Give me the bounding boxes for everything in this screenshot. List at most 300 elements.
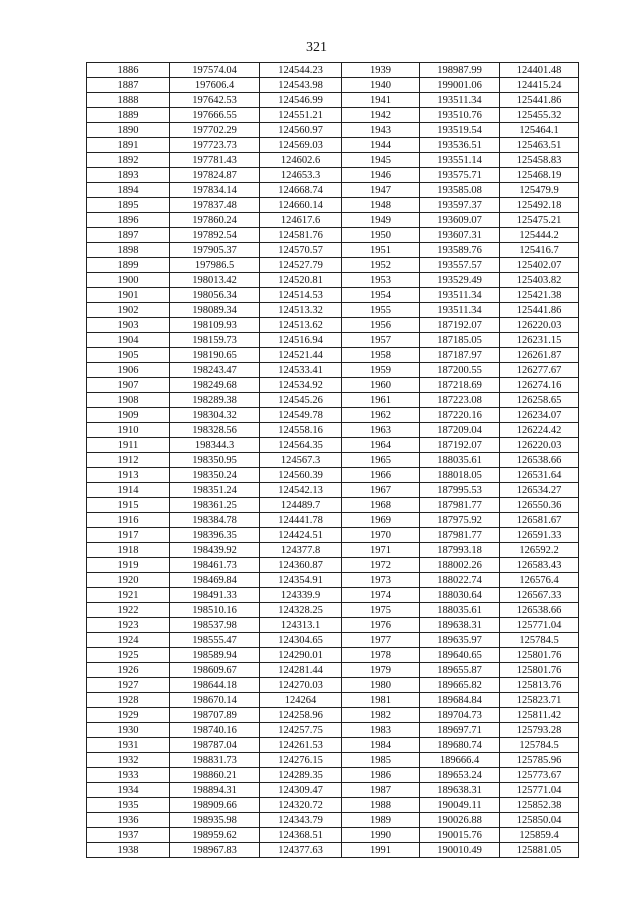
y-coordinate-right-cell: 125823.71 (500, 693, 579, 708)
table-row (87, 738, 579, 753)
y-coordinate-left-cell: 124653.3 (260, 168, 342, 183)
x-coordinate-left-cell: 197860.24 (170, 213, 260, 228)
x-coordinate-left-cell: 198384.78 (170, 513, 260, 528)
y-coordinate-right-cell: 125464.1 (500, 123, 579, 138)
x-coordinate-right-cell: 190010.49 (420, 843, 500, 858)
y-coordinate-right-cell: 125852.38 (500, 798, 579, 813)
y-coordinate-left-cell: 124567.3 (260, 453, 342, 468)
x-coordinate-right-cell: 189653.24 (420, 768, 500, 783)
point-number-right-cell: 1955 (342, 303, 420, 318)
y-coordinate-right-cell: 125785.96 (500, 753, 579, 768)
point-number-right-cell: 1969 (342, 513, 420, 528)
x-coordinate-right-cell: 189638.31 (420, 618, 500, 633)
point-number-right-cell: 1971 (342, 543, 420, 558)
y-coordinate-right-cell: 126534.27 (500, 483, 579, 498)
point-number-left-cell: 1890 (87, 123, 170, 138)
point-number-right-cell: 1965 (342, 453, 420, 468)
y-coordinate-left-cell: 124560.39 (260, 468, 342, 483)
x-coordinate-left-cell: 198056.34 (170, 288, 260, 303)
y-coordinate-left-cell: 124581.76 (260, 228, 342, 243)
y-coordinate-left-cell: 124569.03 (260, 138, 342, 153)
y-coordinate-right-cell: 125881.05 (500, 843, 579, 858)
y-coordinate-left-cell: 124258.96 (260, 708, 342, 723)
point-number-left-cell: 1896 (87, 213, 170, 228)
y-coordinate-right-cell: 125492.18 (500, 198, 579, 213)
point-number-right-cell: 1956 (342, 318, 420, 333)
x-coordinate-right-cell: 188035.61 (420, 603, 500, 618)
y-coordinate-left-cell: 124257.75 (260, 723, 342, 738)
y-coordinate-left-cell: 124270.03 (260, 678, 342, 693)
y-coordinate-left-cell: 124489.7 (260, 498, 342, 513)
y-coordinate-right-cell: 126220.03 (500, 318, 579, 333)
x-coordinate-right-cell: 187220.16 (420, 408, 500, 423)
table-row (87, 423, 579, 438)
point-number-right-cell: 1948 (342, 198, 420, 213)
y-coordinate-right-cell: 125479.9 (500, 183, 579, 198)
y-coordinate-right-cell: 125441.86 (500, 303, 579, 318)
table-row (87, 498, 579, 513)
x-coordinate-right-cell: 189635.97 (420, 633, 500, 648)
x-coordinate-right-cell: 189638.31 (420, 783, 500, 798)
point-number-right-cell: 1947 (342, 183, 420, 198)
table-row (87, 573, 579, 588)
x-coordinate-right-cell: 187981.77 (420, 528, 500, 543)
y-coordinate-left-cell: 124320.72 (260, 798, 342, 813)
point-number-right-cell: 1946 (342, 168, 420, 183)
x-coordinate-right-cell: 193585.08 (420, 183, 500, 198)
x-coordinate-left-cell: 198350.24 (170, 468, 260, 483)
x-coordinate-left-cell: 198344.3 (170, 438, 260, 453)
point-number-right-cell: 1968 (342, 498, 420, 513)
y-coordinate-right-cell: 125403.82 (500, 273, 579, 288)
x-coordinate-left-cell: 197642.53 (170, 93, 260, 108)
x-coordinate-left-cell: 197723.73 (170, 138, 260, 153)
y-coordinate-left-cell: 124564.35 (260, 438, 342, 453)
table-row (87, 693, 579, 708)
x-coordinate-right-cell: 187995.53 (420, 483, 500, 498)
point-number-left-cell: 1901 (87, 288, 170, 303)
x-coordinate-right-cell: 193575.71 (420, 168, 500, 183)
table-row (87, 678, 579, 693)
y-coordinate-left-cell: 124281.44 (260, 663, 342, 678)
point-number-left-cell: 1894 (87, 183, 170, 198)
y-coordinate-right-cell: 125458.83 (500, 153, 579, 168)
point-number-right-cell: 1981 (342, 693, 420, 708)
table-row (87, 408, 579, 423)
table-row (87, 123, 579, 138)
table-row (87, 633, 579, 648)
y-coordinate-right-cell: 125421.38 (500, 288, 579, 303)
point-number-right-cell: 1970 (342, 528, 420, 543)
y-coordinate-right-cell: 126234.07 (500, 408, 579, 423)
point-number-right-cell: 1952 (342, 258, 420, 273)
x-coordinate-right-cell: 199001.06 (420, 78, 500, 93)
table-row (87, 213, 579, 228)
table-row (87, 258, 579, 273)
table-row (87, 768, 579, 783)
y-coordinate-left-cell: 124424.51 (260, 528, 342, 543)
y-coordinate-right-cell: 126576.4 (500, 573, 579, 588)
table-row (87, 393, 579, 408)
x-coordinate-left-cell: 198350.95 (170, 453, 260, 468)
y-coordinate-left-cell: 124343.79 (260, 813, 342, 828)
point-number-right-cell: 1972 (342, 558, 420, 573)
x-coordinate-left-cell: 198396.35 (170, 528, 260, 543)
x-coordinate-right-cell: 187223.08 (420, 393, 500, 408)
y-coordinate-left-cell: 124264 (260, 693, 342, 708)
table-row (87, 708, 579, 723)
table-row (87, 618, 579, 633)
point-number-left-cell: 1906 (87, 363, 170, 378)
point-number-left-cell: 1923 (87, 618, 170, 633)
point-number-left-cell: 1920 (87, 573, 170, 588)
x-coordinate-left-cell: 198491.33 (170, 588, 260, 603)
y-coordinate-left-cell: 124558.16 (260, 423, 342, 438)
point-number-left-cell: 1935 (87, 798, 170, 813)
point-number-left-cell: 1926 (87, 663, 170, 678)
x-coordinate-left-cell: 198644.18 (170, 678, 260, 693)
y-coordinate-left-cell: 124360.87 (260, 558, 342, 573)
y-coordinate-left-cell: 124520.81 (260, 273, 342, 288)
x-coordinate-left-cell: 198967.83 (170, 843, 260, 858)
table-row (87, 78, 579, 93)
y-coordinate-right-cell: 125771.04 (500, 618, 579, 633)
point-number-right-cell: 1985 (342, 753, 420, 768)
y-coordinate-right-cell: 125801.76 (500, 648, 579, 663)
y-coordinate-right-cell: 125850.04 (500, 813, 579, 828)
x-coordinate-left-cell: 198787.04 (170, 738, 260, 753)
point-number-left-cell: 1928 (87, 693, 170, 708)
y-coordinate-right-cell: 125444.2 (500, 228, 579, 243)
x-coordinate-right-cell: 193589.76 (420, 243, 500, 258)
point-number-right-cell: 1940 (342, 78, 420, 93)
point-number-right-cell: 1939 (342, 63, 420, 78)
point-number-left-cell: 1914 (87, 483, 170, 498)
point-number-left-cell: 1904 (87, 333, 170, 348)
x-coordinate-right-cell: 193511.34 (420, 93, 500, 108)
point-number-left-cell: 1907 (87, 378, 170, 393)
point-number-left-cell: 1891 (87, 138, 170, 153)
point-number-left-cell: 1922 (87, 603, 170, 618)
y-coordinate-left-cell: 124304.65 (260, 633, 342, 648)
x-coordinate-left-cell: 198243.47 (170, 363, 260, 378)
y-coordinate-right-cell: 125811.42 (500, 708, 579, 723)
x-coordinate-left-cell: 198249.68 (170, 378, 260, 393)
x-coordinate-left-cell: 198959.62 (170, 828, 260, 843)
x-coordinate-right-cell: 189666.4 (420, 753, 500, 768)
y-coordinate-left-cell: 124543.98 (260, 78, 342, 93)
point-number-right-cell: 1988 (342, 798, 420, 813)
point-number-left-cell: 1887 (87, 78, 170, 93)
point-number-left-cell: 1929 (87, 708, 170, 723)
point-number-right-cell: 1982 (342, 708, 420, 723)
table-row (87, 363, 579, 378)
point-number-right-cell: 1950 (342, 228, 420, 243)
y-coordinate-right-cell: 126231.15 (500, 333, 579, 348)
y-coordinate-right-cell: 126567.33 (500, 588, 579, 603)
x-coordinate-right-cell: 193557.57 (420, 258, 500, 273)
point-number-left-cell: 1912 (87, 453, 170, 468)
table-row (87, 108, 579, 123)
x-coordinate-left-cell: 198537.98 (170, 618, 260, 633)
x-coordinate-left-cell: 198831.73 (170, 753, 260, 768)
x-coordinate-left-cell: 198589.94 (170, 648, 260, 663)
x-coordinate-left-cell: 197837.48 (170, 198, 260, 213)
point-number-right-cell: 1963 (342, 423, 420, 438)
x-coordinate-left-cell: 197702.29 (170, 123, 260, 138)
y-coordinate-right-cell: 124401.48 (500, 63, 579, 78)
x-coordinate-right-cell: 193536.51 (420, 138, 500, 153)
point-number-right-cell: 1962 (342, 408, 420, 423)
y-coordinate-left-cell: 124313.1 (260, 618, 342, 633)
x-coordinate-right-cell: 189697.71 (420, 723, 500, 738)
y-coordinate-left-cell: 124570.57 (260, 243, 342, 258)
x-coordinate-right-cell: 193609.07 (420, 213, 500, 228)
x-coordinate-right-cell: 188002.26 (420, 558, 500, 573)
point-number-right-cell: 1987 (342, 783, 420, 798)
y-coordinate-left-cell: 124521.44 (260, 348, 342, 363)
x-coordinate-left-cell: 198013.42 (170, 273, 260, 288)
point-number-left-cell: 1908 (87, 393, 170, 408)
point-number-left-cell: 1898 (87, 243, 170, 258)
x-coordinate-left-cell: 197892.54 (170, 228, 260, 243)
y-coordinate-right-cell: 125773.67 (500, 768, 579, 783)
point-number-left-cell: 1902 (87, 303, 170, 318)
point-number-right-cell: 1979 (342, 663, 420, 678)
y-coordinate-right-cell: 126581.67 (500, 513, 579, 528)
y-coordinate-left-cell: 124513.62 (260, 318, 342, 333)
point-number-left-cell: 1936 (87, 813, 170, 828)
table-row (87, 318, 579, 333)
point-number-left-cell: 1889 (87, 108, 170, 123)
y-coordinate-right-cell: 126531.64 (500, 468, 579, 483)
x-coordinate-right-cell: 187185.05 (420, 333, 500, 348)
point-number-left-cell: 1900 (87, 273, 170, 288)
point-number-left-cell: 1937 (87, 828, 170, 843)
point-number-left-cell: 1930 (87, 723, 170, 738)
point-number-right-cell: 1991 (342, 843, 420, 858)
y-coordinate-right-cell: 126258.65 (500, 393, 579, 408)
x-coordinate-left-cell: 198461.73 (170, 558, 260, 573)
x-coordinate-left-cell: 198609.67 (170, 663, 260, 678)
point-number-left-cell: 1909 (87, 408, 170, 423)
x-coordinate-right-cell: 188035.61 (420, 453, 500, 468)
y-coordinate-left-cell: 124545.26 (260, 393, 342, 408)
x-coordinate-left-cell: 197824.87 (170, 168, 260, 183)
point-number-left-cell: 1903 (87, 318, 170, 333)
x-coordinate-right-cell: 193597.37 (420, 198, 500, 213)
y-coordinate-right-cell: 125475.21 (500, 213, 579, 228)
x-coordinate-right-cell: 189704.73 (420, 708, 500, 723)
x-coordinate-right-cell: 189655.87 (420, 663, 500, 678)
point-number-left-cell: 1892 (87, 153, 170, 168)
point-number-left-cell: 1916 (87, 513, 170, 528)
point-number-right-cell: 1976 (342, 618, 420, 633)
table-row (87, 798, 579, 813)
point-number-right-cell: 1973 (342, 573, 420, 588)
y-coordinate-left-cell: 124377.63 (260, 843, 342, 858)
x-coordinate-left-cell: 197606.4 (170, 78, 260, 93)
table-row (87, 153, 579, 168)
x-coordinate-left-cell: 198304.32 (170, 408, 260, 423)
point-number-right-cell: 1949 (342, 213, 420, 228)
y-coordinate-left-cell: 124368.51 (260, 828, 342, 843)
y-coordinate-right-cell: 125455.32 (500, 108, 579, 123)
point-number-right-cell: 1959 (342, 363, 420, 378)
y-coordinate-left-cell: 124514.53 (260, 288, 342, 303)
point-number-right-cell: 1974 (342, 588, 420, 603)
x-coordinate-left-cell: 198935.98 (170, 813, 260, 828)
table-body (87, 63, 579, 858)
y-coordinate-left-cell: 124527.79 (260, 258, 342, 273)
y-coordinate-right-cell: 126261.87 (500, 348, 579, 363)
point-number-right-cell: 1983 (342, 723, 420, 738)
y-coordinate-right-cell: 125468.19 (500, 168, 579, 183)
x-coordinate-right-cell: 189680.74 (420, 738, 500, 753)
point-number-left-cell: 1911 (87, 438, 170, 453)
x-coordinate-right-cell: 188022.74 (420, 573, 500, 588)
point-number-left-cell: 1919 (87, 558, 170, 573)
table-row (87, 663, 579, 678)
point-number-left-cell: 1913 (87, 468, 170, 483)
table-row (87, 348, 579, 363)
point-number-left-cell: 1895 (87, 198, 170, 213)
x-coordinate-left-cell: 198109.93 (170, 318, 260, 333)
x-coordinate-right-cell: 189684.84 (420, 693, 500, 708)
x-coordinate-right-cell: 187975.92 (420, 513, 500, 528)
x-coordinate-right-cell: 187209.04 (420, 423, 500, 438)
x-coordinate-right-cell: 193519.54 (420, 123, 500, 138)
x-coordinate-left-cell: 198740.16 (170, 723, 260, 738)
table-row (87, 468, 579, 483)
y-coordinate-left-cell: 124377.8 (260, 543, 342, 558)
x-coordinate-right-cell: 187192.07 (420, 438, 500, 453)
y-coordinate-right-cell: 125402.07 (500, 258, 579, 273)
point-number-right-cell: 1966 (342, 468, 420, 483)
point-number-left-cell: 1905 (87, 348, 170, 363)
x-coordinate-left-cell: 197781.43 (170, 153, 260, 168)
x-coordinate-right-cell: 187993.18 (420, 543, 500, 558)
table-row (87, 513, 579, 528)
y-coordinate-left-cell: 124544.23 (260, 63, 342, 78)
coordinates-table (86, 62, 579, 858)
point-number-right-cell: 1977 (342, 633, 420, 648)
y-coordinate-right-cell: 126224.42 (500, 423, 579, 438)
table-row (87, 63, 579, 78)
y-coordinate-right-cell: 126277.67 (500, 363, 579, 378)
table-row (87, 483, 579, 498)
point-number-right-cell: 1941 (342, 93, 420, 108)
table-row (87, 648, 579, 663)
y-coordinate-right-cell: 125463.51 (500, 138, 579, 153)
table-row (87, 543, 579, 558)
x-coordinate-left-cell: 197834.14 (170, 183, 260, 198)
point-number-left-cell: 1931 (87, 738, 170, 753)
y-coordinate-left-cell: 124617.6 (260, 213, 342, 228)
table-row (87, 168, 579, 183)
point-number-right-cell: 1945 (342, 153, 420, 168)
y-coordinate-right-cell: 125801.76 (500, 663, 579, 678)
x-coordinate-right-cell: 190049.11 (420, 798, 500, 813)
x-coordinate-left-cell: 197574.04 (170, 63, 260, 78)
point-number-left-cell: 1934 (87, 783, 170, 798)
table-row (87, 93, 579, 108)
y-coordinate-left-cell: 124660.14 (260, 198, 342, 213)
table-row (87, 558, 579, 573)
y-coordinate-right-cell: 126592.2 (500, 543, 579, 558)
table-row (87, 588, 579, 603)
x-coordinate-left-cell: 197986.5 (170, 258, 260, 273)
point-number-left-cell: 1932 (87, 753, 170, 768)
point-number-right-cell: 1967 (342, 483, 420, 498)
y-coordinate-left-cell: 124546.99 (260, 93, 342, 108)
point-number-left-cell: 1893 (87, 168, 170, 183)
point-number-left-cell: 1921 (87, 588, 170, 603)
x-coordinate-left-cell: 198289.38 (170, 393, 260, 408)
y-coordinate-left-cell: 124533.41 (260, 363, 342, 378)
table-row (87, 753, 579, 768)
point-number-left-cell: 1915 (87, 498, 170, 513)
x-coordinate-right-cell: 190026.88 (420, 813, 500, 828)
x-coordinate-right-cell: 187192.07 (420, 318, 500, 333)
x-coordinate-right-cell: 198987.99 (420, 63, 500, 78)
y-coordinate-left-cell: 124276.15 (260, 753, 342, 768)
x-coordinate-left-cell: 198670.14 (170, 693, 260, 708)
x-coordinate-left-cell: 198894.31 (170, 783, 260, 798)
point-number-right-cell: 1975 (342, 603, 420, 618)
y-coordinate-left-cell: 124534.92 (260, 378, 342, 393)
table-row (87, 528, 579, 543)
point-number-right-cell: 1984 (342, 738, 420, 753)
point-number-right-cell: 1986 (342, 768, 420, 783)
x-coordinate-left-cell: 197905.37 (170, 243, 260, 258)
point-number-right-cell: 1943 (342, 123, 420, 138)
y-coordinate-left-cell: 124668.74 (260, 183, 342, 198)
point-number-left-cell: 1910 (87, 423, 170, 438)
x-coordinate-right-cell: 189640.65 (420, 648, 500, 663)
y-coordinate-right-cell: 125784.5 (500, 738, 579, 753)
point-number-left-cell: 1925 (87, 648, 170, 663)
y-coordinate-left-cell: 124602.6 (260, 153, 342, 168)
point-number-left-cell: 1917 (87, 528, 170, 543)
y-coordinate-left-cell: 124290.01 (260, 648, 342, 663)
y-coordinate-right-cell: 126274.16 (500, 378, 579, 393)
x-coordinate-right-cell: 188018.05 (420, 468, 500, 483)
x-coordinate-left-cell: 198469.84 (170, 573, 260, 588)
x-coordinate-right-cell: 193510.76 (420, 108, 500, 123)
point-number-left-cell: 1888 (87, 93, 170, 108)
table-row (87, 333, 579, 348)
x-coordinate-left-cell: 198860.21 (170, 768, 260, 783)
point-number-right-cell: 1961 (342, 393, 420, 408)
point-number-right-cell: 1990 (342, 828, 420, 843)
y-coordinate-left-cell: 124516.94 (260, 333, 342, 348)
y-coordinate-left-cell: 124441.78 (260, 513, 342, 528)
x-coordinate-right-cell: 187200.55 (420, 363, 500, 378)
x-coordinate-right-cell: 190015.76 (420, 828, 500, 843)
point-number-right-cell: 1953 (342, 273, 420, 288)
x-coordinate-right-cell: 193511.34 (420, 288, 500, 303)
point-number-right-cell: 1951 (342, 243, 420, 258)
point-number-right-cell: 1957 (342, 333, 420, 348)
table-row (87, 198, 579, 213)
y-coordinate-left-cell: 124551.21 (260, 108, 342, 123)
y-coordinate-left-cell: 124354.91 (260, 573, 342, 588)
y-coordinate-left-cell: 124309.47 (260, 783, 342, 798)
table-row (87, 783, 579, 798)
point-number-left-cell: 1933 (87, 768, 170, 783)
y-coordinate-right-cell: 125813.76 (500, 678, 579, 693)
